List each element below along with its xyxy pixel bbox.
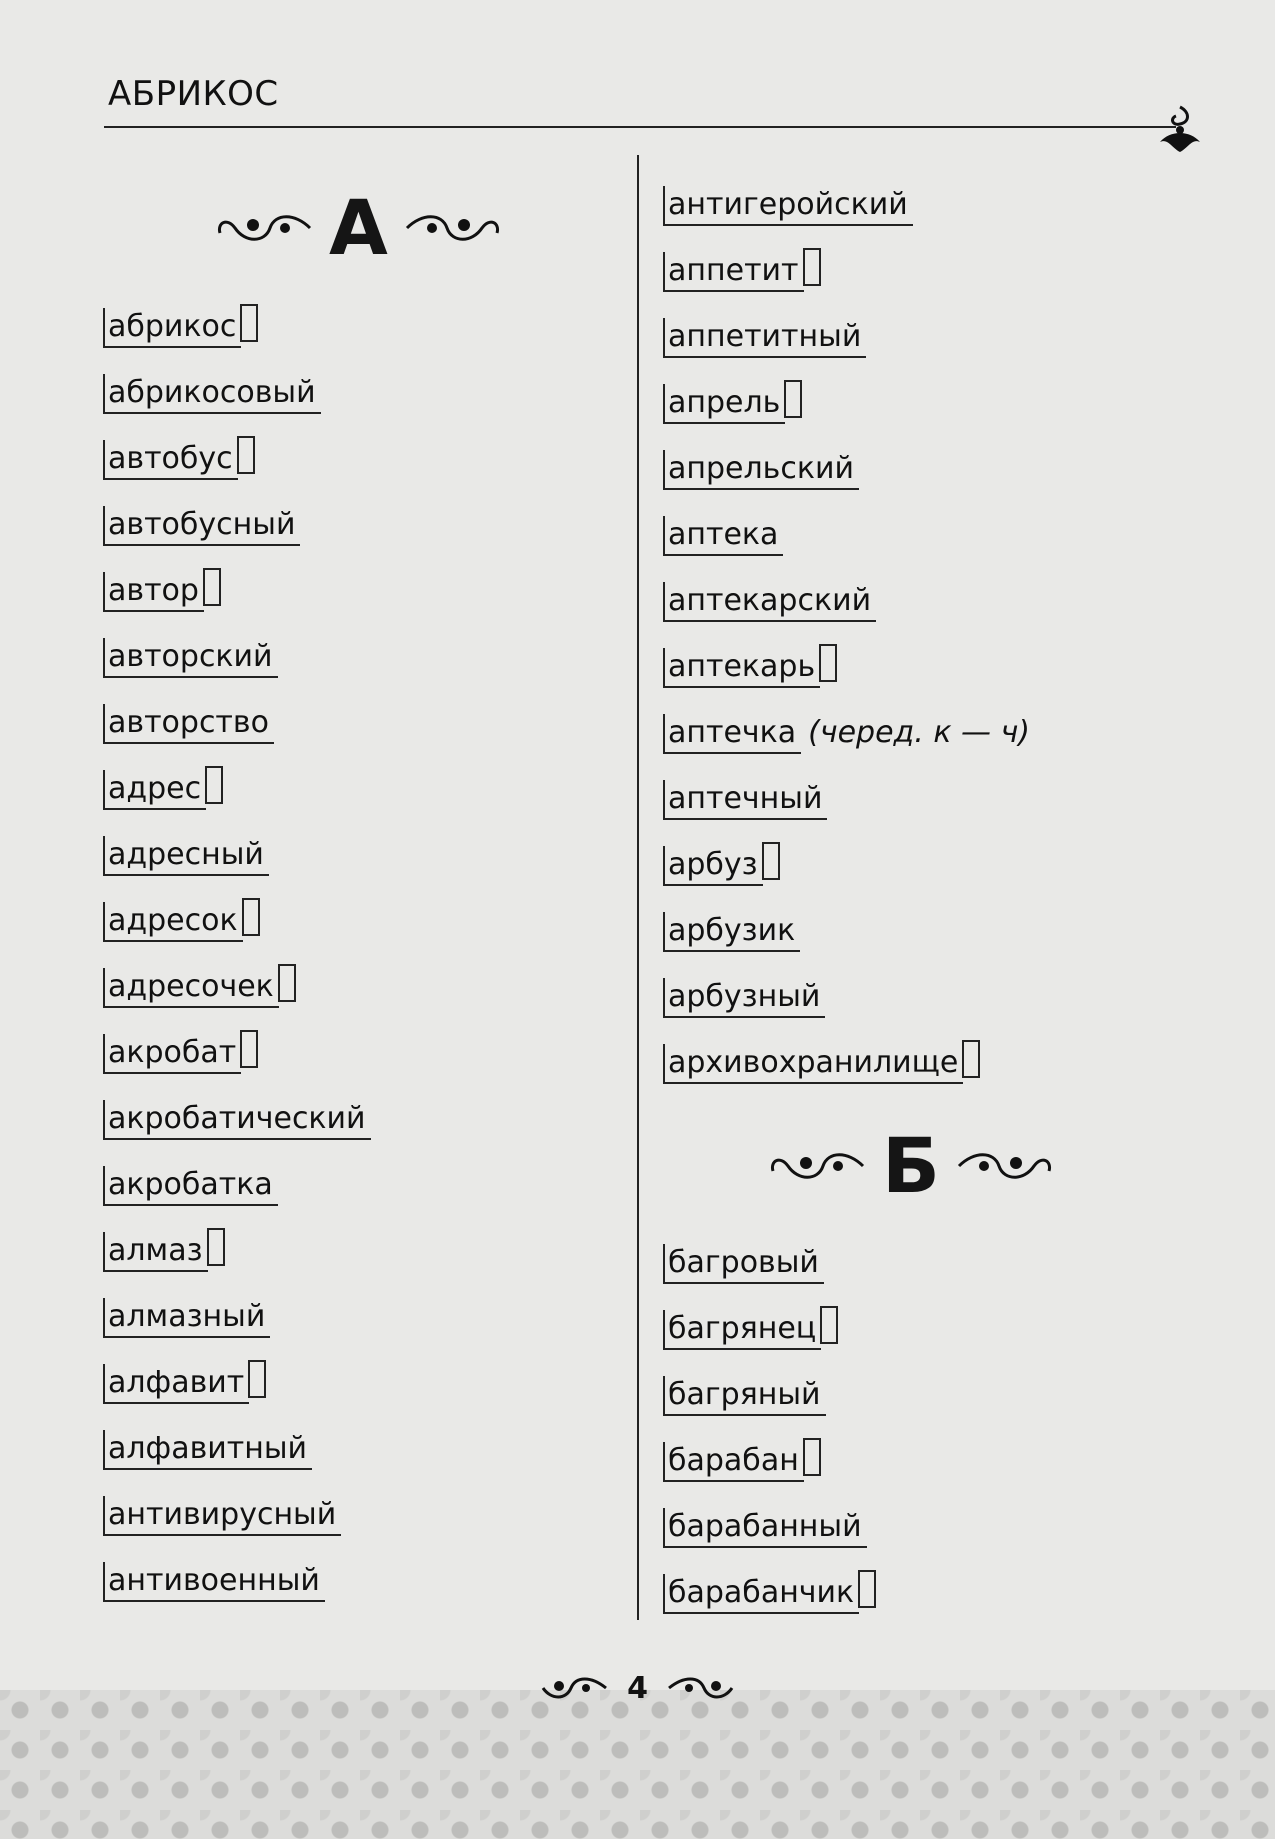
word-entry bbox=[666, 574, 873, 622]
entry-word: аптечка bbox=[666, 718, 798, 754]
word-entry bbox=[106, 630, 275, 678]
word-entry bbox=[666, 772, 824, 820]
right-flourish-icon bbox=[402, 203, 502, 253]
ending-box bbox=[803, 1438, 821, 1476]
right-flourish-icon bbox=[954, 1141, 1054, 1191]
entry-word: аптекарский bbox=[666, 586, 873, 622]
left-flourish-icon bbox=[215, 203, 315, 253]
entry-word: архивохранилище bbox=[666, 1048, 960, 1084]
entry-word: адресочек bbox=[106, 972, 276, 1008]
entry-word: арбуз bbox=[666, 850, 760, 886]
entry-word: автор bbox=[106, 576, 201, 612]
word-entry bbox=[106, 1290, 267, 1338]
entry-word: арбузик bbox=[666, 916, 797, 952]
ending-box bbox=[858, 1570, 876, 1608]
entry-word: акробат bbox=[106, 1038, 238, 1074]
decorative-footer-band bbox=[0, 1690, 1275, 1839]
ending-box bbox=[207, 1228, 225, 1266]
running-header: АБРИКОС bbox=[108, 74, 279, 114]
word-entry bbox=[666, 508, 780, 556]
word-entry bbox=[106, 762, 223, 810]
entry-word: акробатический bbox=[106, 1104, 368, 1140]
entry-word: автобусный bbox=[106, 510, 297, 546]
word-entry bbox=[106, 894, 260, 942]
entry-word: адрес bbox=[106, 774, 203, 810]
word-entry bbox=[666, 838, 780, 886]
word-entry bbox=[106, 1026, 258, 1074]
left-flourish-icon bbox=[768, 1141, 868, 1191]
entry-word: адресный bbox=[106, 840, 266, 876]
entry-word: авторский bbox=[106, 642, 275, 678]
entry-word: апрельский bbox=[666, 454, 856, 490]
word-entry bbox=[666, 310, 863, 358]
word-entry bbox=[106, 432, 255, 480]
word-entry bbox=[106, 1356, 266, 1404]
word-entry bbox=[106, 564, 221, 612]
word-entry bbox=[666, 1368, 823, 1416]
entry-word: багрянец bbox=[666, 1314, 818, 1350]
word-entry bbox=[666, 640, 837, 688]
section-letter: А bbox=[329, 183, 388, 272]
alternation-note: (черед. к — ч) bbox=[808, 715, 1030, 750]
word-entry bbox=[106, 1488, 338, 1536]
ending-box bbox=[240, 304, 258, 342]
word-entry bbox=[106, 498, 297, 546]
word-entry bbox=[666, 178, 910, 226]
word-entry bbox=[666, 1434, 821, 1482]
word-entry bbox=[666, 904, 797, 952]
ending-box bbox=[278, 964, 296, 1002]
entry-word: акробатка bbox=[106, 1170, 275, 1206]
entry-word: автобус bbox=[106, 444, 235, 480]
word-entry bbox=[666, 376, 802, 424]
section-letter: Б bbox=[882, 1121, 940, 1210]
entry-word: алмазный bbox=[106, 1302, 267, 1338]
header-rule bbox=[104, 126, 1176, 128]
flourish-icon bbox=[1150, 102, 1210, 162]
word-entry bbox=[106, 300, 258, 348]
entry-word: багряный bbox=[666, 1380, 823, 1416]
entry-word: аппетитный bbox=[666, 322, 863, 358]
word-entry bbox=[106, 828, 266, 876]
word-entry bbox=[106, 960, 296, 1008]
entry-word: антивирусный bbox=[106, 1500, 338, 1536]
entry-word: алмаз bbox=[106, 1236, 205, 1272]
word-entry bbox=[666, 1500, 864, 1548]
column-divider bbox=[637, 155, 639, 1620]
word-entry bbox=[666, 1302, 838, 1350]
entry-word: адресок bbox=[106, 906, 240, 942]
ending-box bbox=[819, 644, 837, 682]
entry-word: алфавит bbox=[106, 1368, 246, 1404]
ending-box bbox=[240, 1030, 258, 1068]
word-entry bbox=[106, 696, 271, 744]
section-heading-a bbox=[215, 183, 502, 272]
entry-word: аппетит bbox=[666, 256, 801, 292]
entry-word: барабан bbox=[666, 1446, 801, 1482]
entry-word: арбузный bbox=[666, 982, 822, 1018]
ending-box bbox=[762, 842, 780, 880]
word-entry bbox=[666, 706, 1030, 754]
section-heading-b bbox=[768, 1121, 1054, 1210]
entry-word: аптека bbox=[666, 520, 780, 556]
entry-word: аптекарь bbox=[666, 652, 817, 688]
entry-word: барабанный bbox=[666, 1512, 864, 1548]
page-number: 4 bbox=[627, 1670, 648, 1706]
word-entry bbox=[106, 1422, 309, 1470]
word-entry bbox=[666, 1566, 876, 1614]
word-entry bbox=[106, 1554, 322, 1602]
ending-box bbox=[962, 1040, 980, 1078]
page-number-block bbox=[0, 1668, 1275, 1708]
word-entry bbox=[106, 1224, 225, 1272]
word-entry bbox=[106, 366, 318, 414]
ending-box bbox=[205, 766, 223, 804]
entry-word: антигеройский bbox=[666, 190, 910, 226]
ending-box bbox=[248, 1360, 266, 1398]
left-flourish-icon bbox=[531, 1668, 611, 1708]
ending-box bbox=[803, 248, 821, 286]
entry-word: авторство bbox=[106, 708, 271, 744]
entry-word: абрикос bbox=[106, 312, 238, 348]
word-entry bbox=[666, 1036, 980, 1084]
ending-box bbox=[242, 898, 260, 936]
ending-box bbox=[820, 1306, 838, 1344]
entry-word: абрикосовый bbox=[106, 378, 318, 414]
entry-word: багровый bbox=[666, 1248, 821, 1284]
word-entry bbox=[106, 1092, 368, 1140]
entry-word: алфавитный bbox=[106, 1434, 309, 1470]
ending-box bbox=[203, 568, 221, 606]
word-entry bbox=[666, 970, 822, 1018]
entry-word: аптечный bbox=[666, 784, 824, 820]
ending-box bbox=[237, 436, 255, 474]
entry-word: апрель bbox=[666, 388, 782, 424]
word-entry bbox=[666, 244, 821, 292]
word-entry bbox=[666, 442, 856, 490]
entry-word: антивоенный bbox=[106, 1566, 322, 1602]
word-entry bbox=[666, 1236, 821, 1284]
right-flourish-icon bbox=[664, 1668, 744, 1708]
ending-box bbox=[784, 380, 802, 418]
entry-word: барабанчик bbox=[666, 1578, 856, 1614]
word-entry bbox=[106, 1158, 275, 1206]
